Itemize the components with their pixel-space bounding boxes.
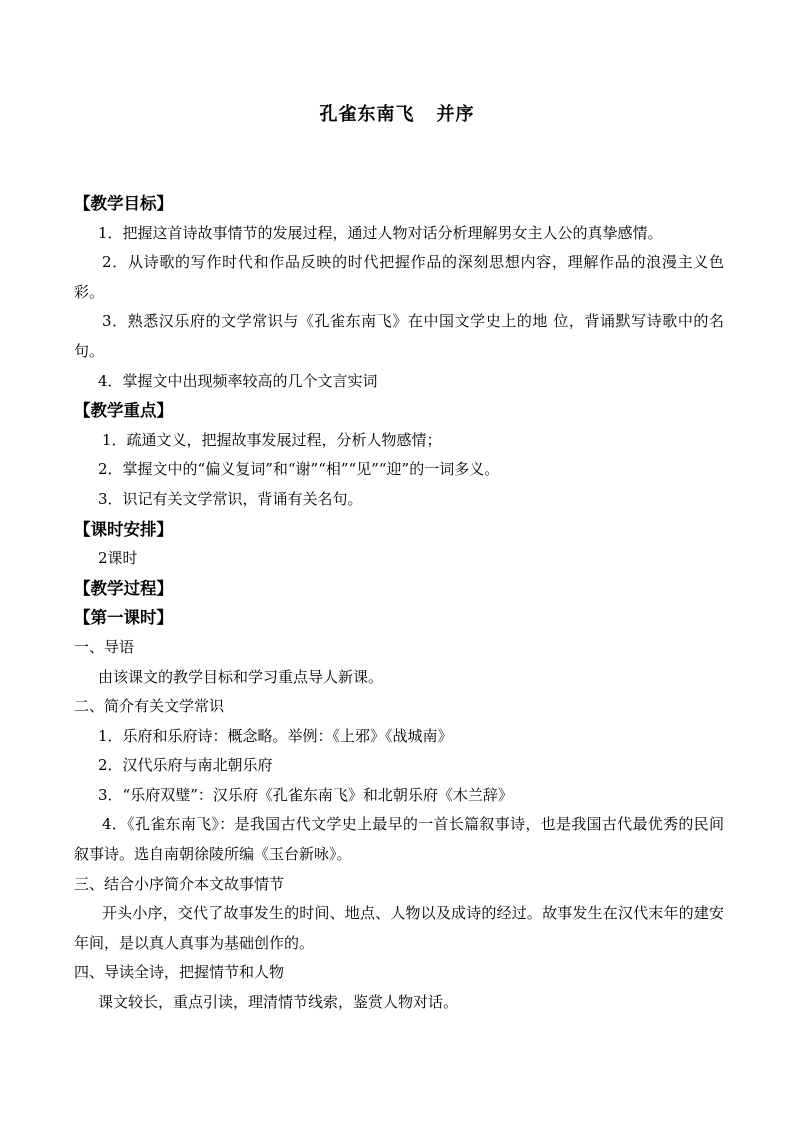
section-heading-process: 【教学过程】: [74, 578, 173, 598]
section-heading-schedule: 【课时安排】: [74, 519, 173, 539]
step-2-item-2: 2．汉代乐府与南北朝乐府: [98, 756, 273, 775]
step-heading-4: 四、导读全诗，把握情节和人物: [74, 963, 285, 982]
step-2-item-1: 1．乐府和乐府诗：概念略。举例：《上邪》《战城南》: [98, 726, 453, 745]
step-3-text: 开头小序，交代了故事发生的时间、地点、人物以及成诗的经过。故事发生在汉代末年的建安年间，是以真人真事为基础创作的。: [74, 904, 724, 952]
step-4-text: 课文较长，重点引读，理清情节线索，鉴赏人物对话。: [98, 993, 459, 1012]
step-heading-2: 二、简介有关文学常识: [74, 697, 225, 716]
key-point-item-3: 3．识记有关文学常识，背诵有关名句。: [98, 489, 363, 508]
objective-item-1: 1．把握这首诗故事情节的发展过程，通过人物对话分析理解男女主人公的真挚感情。: [98, 223, 663, 242]
step-heading-3: 三、结合小序简介本文故事情节: [74, 874, 285, 893]
step-heading-1: 一、导语: [74, 637, 135, 656]
key-point-item-1: 1．疏通文义，把握故事发展过程，分析人物感情；: [102, 430, 442, 449]
key-point-item-2: 2．掌握文中的“偏义复词”和“谢”“相”“见”“迎”的一词多义。: [98, 460, 500, 479]
step-1-text: 由该课文的教学目标和学习重点导人新课。: [98, 667, 384, 686]
objective-item-2: 2．从诗歌的写作时代和作品反映的时代把握作品的深刻思想内容，理解作品的浪漫主义色彩。: [74, 253, 724, 301]
step-2-item-3: 3．“乐府双璧”：汉乐府《孔雀东南飞》和北朝乐府《木兰辞》: [98, 785, 513, 804]
schedule-text: 2课时: [98, 549, 138, 568]
document-title: [0, 100, 794, 126]
section-heading-key-points: 【教学重点】: [74, 401, 173, 421]
objective-item-4: 4．掌握文中出现频率较高的几个文言实词: [98, 371, 378, 390]
document-body: [74, 189, 724, 1018]
step-2-item-4: 4．《孔雀东南飞》：是我国古代文学史上最早的一首长篇叙事诗，也是我国古代最优秀的民间叙事诗。选自南朝徐陵所编《玉台新咏》。: [74, 815, 724, 864]
objective-item-3: 3．熟悉汉乐府的文学常识与《孔雀东南飞》在中国文学史上的地 位，背诵默写诗歌中的名句。: [74, 312, 724, 360]
title-main: 孔雀东南飞: [319, 104, 415, 125]
title-subtitle: 并序: [436, 104, 475, 125]
section-heading-first-lesson: 【第一课时】: [74, 608, 173, 628]
section-heading-objectives: 【教学目标】: [74, 194, 173, 213]
